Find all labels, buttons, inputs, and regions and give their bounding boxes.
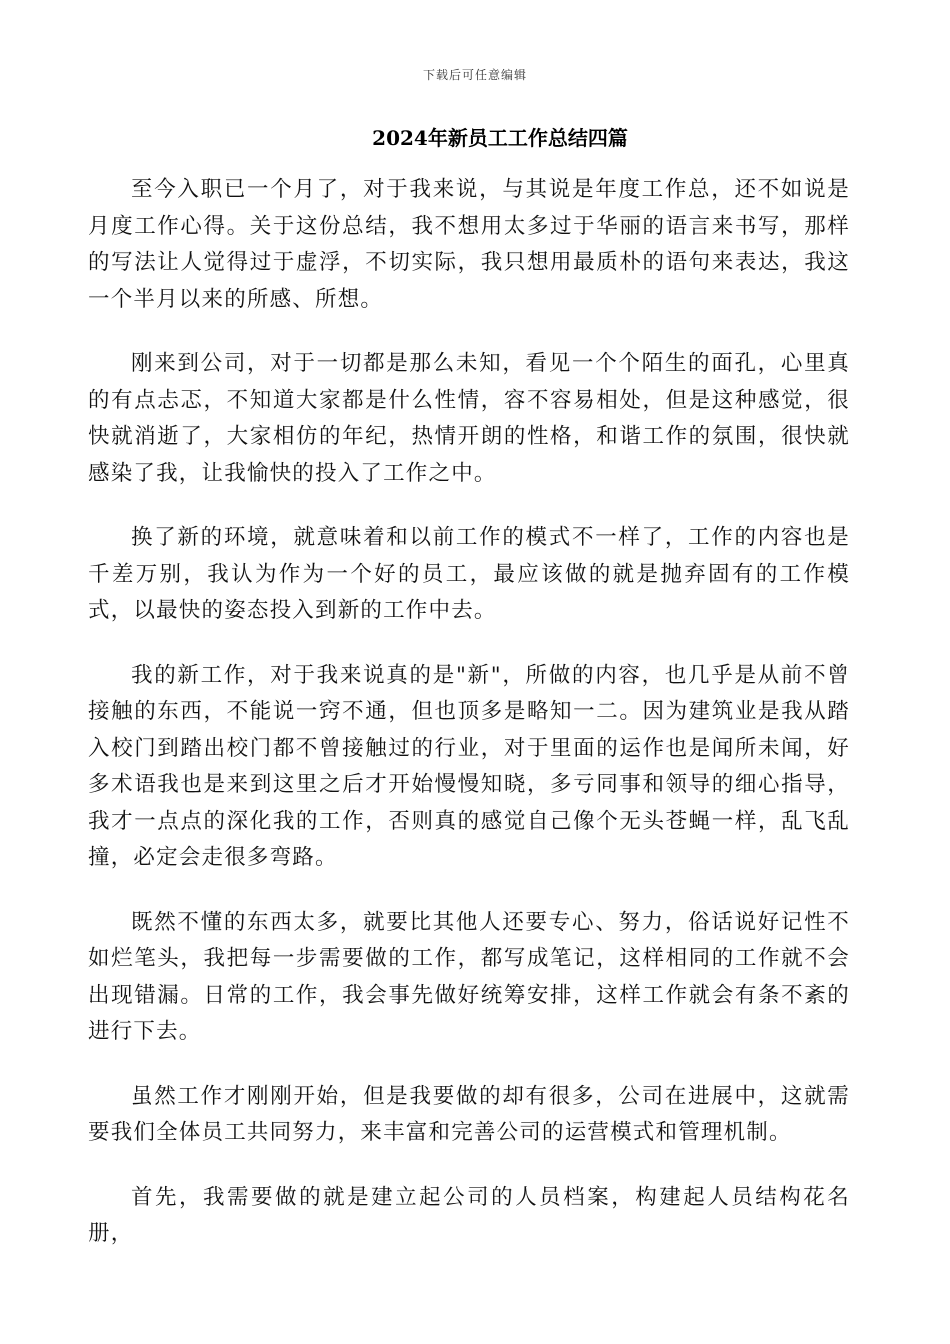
paragraph-2: 刚来到公司，对于一切都是那么未知，看见一个个陌生的面孔，心里真的有点忐忑，不知道大家都是什么性情，容不容易相处，但是这种感觉，很快就消逝了，大家相仿的年纪，热情开朗的性格，和谐工作的氛围，很快就感染了我，让我愉快的投入了工作之中。 xyxy=(88,351,850,486)
paragraph-5: 既然不懂的东西太多，就要比其他人还要专心、努力，俗话说好记性不如烂笔头，我把每一步需要做的工作，都写成笔记，这样相同的工作就不会出现错漏。日常的工作，我会事先做好统筹安排，这样工作就会有条不紊的进行下去。 xyxy=(88,909,850,1044)
document-title: 2024年新员工工作总结四篇 xyxy=(372,126,628,150)
paragraph-1: 至今入职已一个月了，对于我来说，与其说是年度工作总，还不如说是月度工作心得。关于这份总结，我不想用太多过于华丽的语言来书写，那样的写法让人觉得过于虚浮，不切实际，我只想用最质朴的语句来表达，我这一个半月以来的所感、所想。 xyxy=(88,177,850,312)
document-body xyxy=(88,172,850,1281)
header-note: 下载后可任意编辑 xyxy=(422,68,527,82)
paragraph-6: 虽然工作才刚刚开始，但是我要做的却有很多，公司在进展中，这就需要我们全体员工共同努力，来丰富和完善公司的运营模式和管理机制。 xyxy=(88,1083,850,1145)
paragraph-4: 我的新工作，对于我来说真的是"新"，所做的内容，也几乎是从前不曾接触的东西，不能说一窍不通，但也顶多是略知一二。因为建筑业是我从踏入校门到踏出校门都不曾接触过的行业，对于里面的运作也是闻所未闻，好多术语我也是来到这里之后才开始慢慢知晓，多亏同事和领导的细心指导，我才一点点的深化我的工作，否则真的感觉自己像个无头苍蝇一样，乱飞乱撞，必定会走很多弯路。 xyxy=(88,662,850,870)
paragraph-3: 换了新的环境，就意味着和以前工作的模式不一样了，工作的内容也是千差万别，我认为作为一个好的员工，最应该做的就是抛弃固有的工作模式，以最快的姿态投入到新的工作中去。 xyxy=(88,525,850,623)
paragraph-7: 首先，我需要做的就是建立起公司的人员档案，构建起人员结构花名册， xyxy=(88,1184,850,1246)
